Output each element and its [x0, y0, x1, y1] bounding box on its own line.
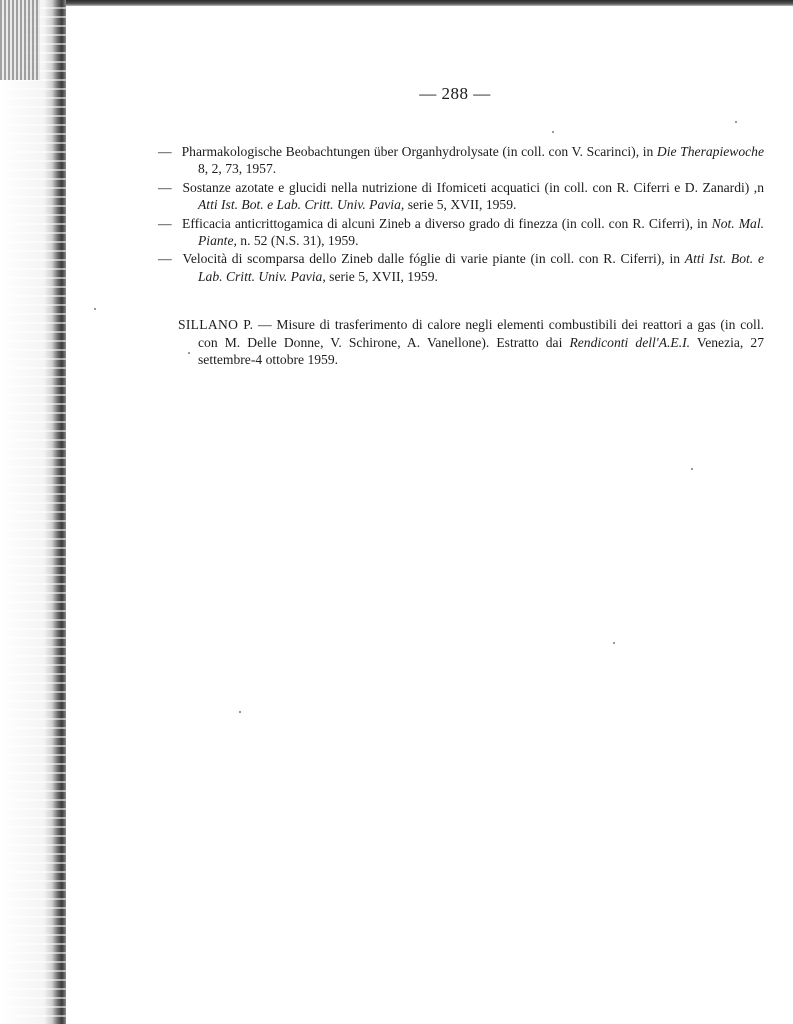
entry-citation: serie 5, XVII, 1959. [404, 197, 517, 213]
entry-text: Velocità di scomparsa dello Zineb dalle fóglie di varie piante (in coll. con R. Ciferri), in [178, 251, 685, 267]
bibliography-entry: — Velocità di scomparsa dello Zineb dalle fóglie di varie piante (in coll. con R. Ciferri), in Atti Ist. Bot. e Lab. Critt. Univ. Pavia, serie 5, XVII, 1959. [158, 251, 764, 284]
entry-author: SILLANO P. [178, 317, 254, 333]
entry-text: Pharmakologische Beobachtungen über Organhydrolysate (in coll. con V. Scarinci), in [178, 144, 657, 159]
bibliography-entry-sillano [178, 316, 764, 368]
entry-text: — Misure di trasferimento di calore negli elementi combustibili dei reattori a gas (in coll. con M. Delle Donne, V. Schirone, A. Vanellone). Estratto dai [198, 317, 764, 350]
bibliography-entry: — Sostanze azotate e glucidi nella nutrizione di Ifomiceti acquatici (in coll. con R. Ciferri e D. Zanardi) ,n Atti Ist. Bot. e Lab. Critt. Univ. Pavia, serie 5, XVII, 1959. [158, 179, 764, 213]
entry-citation: Venezia, 27 settembre-4 ottobre 1959. [198, 334, 764, 368]
entry-journal: Atti Ist. Bot. e Lab. Critt. Univ. Pavia, [198, 251, 764, 284]
scan-top-edge [0, 0, 793, 6]
scan-speck [613, 642, 615, 644]
entry-text: Sostanze azotate e glucidi nella nutrizione di Ifomiceti acquatici (in coll. con R. Ciferri e D. Zanardi) ,n [178, 179, 764, 195]
bibliography-list [158, 143, 764, 369]
entry-journal: Rendiconti dell'A.E.I. [569, 334, 691, 350]
scan-speck [188, 352, 190, 354]
entry-journal: Not. Mal. Piante, [198, 215, 764, 249]
entry-journal: Die Therapiewoche [656, 144, 764, 159]
scan-speck [735, 121, 737, 123]
bibliography-entry: — Pharmakologische Beobachtungen über Organhydrolysate (in coll. con V. Scarinci), in Die Therapiewoche 8, 2, 73, 1957. [158, 144, 764, 177]
scan-speck [691, 468, 693, 470]
entry-citation: serie 5, XVII, 1959. [325, 268, 438, 284]
book-binding-shadow [0, 0, 66, 1024]
entry-citation: 8, 2, 73, 1957. [198, 161, 277, 177]
scan-speck [552, 131, 554, 133]
entry-journal: Atti Ist. Bot. e Lab. Critt. Univ. Pavia, [198, 197, 405, 213]
binding-texture [0, 0, 40, 80]
bibliography-entry: — Efficacia anticrittogamica di alcuni Zineb a diverso grado di finezza (in coll. con R. Ciferri), in Not. Mal. Piante, n. 52 (N.S. 31), 1959. [158, 215, 764, 249]
entry-text: Efficacia anticrittogamica di alcuni Zineb a diverso grado di finezza (in coll. con R. Ciferri), in [178, 215, 712, 231]
scan-speck [94, 308, 96, 310]
entry-citation: n. 52 (N.S. 31), 1959. [236, 233, 359, 249]
page-number: — 288 — [419, 84, 491, 103]
scan-speck [239, 711, 241, 713]
